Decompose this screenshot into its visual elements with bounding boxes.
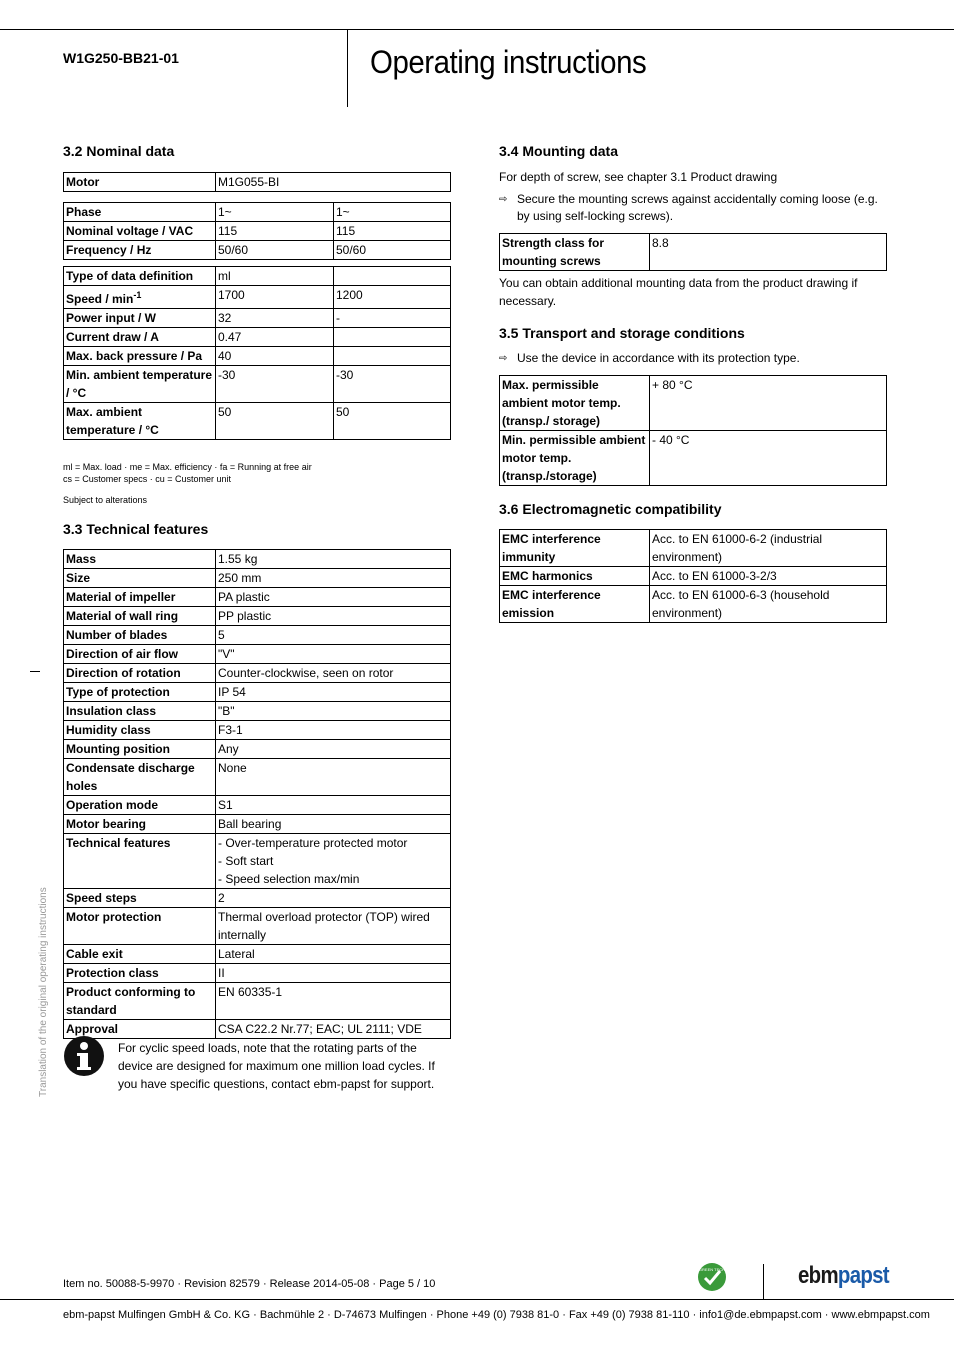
table-value: 115 [216, 222, 334, 241]
table-row [64, 588, 451, 607]
section-technical-title: 3.3 Technical features [63, 521, 209, 537]
table-value: 5 [216, 626, 451, 645]
table-row [64, 683, 451, 702]
margin-mark [30, 671, 40, 672]
table-key: Type of data definition [64, 267, 216, 286]
table-key: Type of protection [64, 683, 216, 702]
table-value: ml [216, 267, 334, 286]
table-row [64, 945, 451, 964]
table-row [64, 626, 451, 645]
table-key: Motor [64, 173, 216, 192]
table-row [64, 964, 451, 983]
table-value: S1 [216, 796, 451, 815]
nominal-table-2 [63, 266, 451, 440]
logo-part-ebm: ebm [798, 1262, 838, 1289]
table-value: 250 mm [216, 569, 451, 588]
legend-line-1: ml = Max. load · me = Max. efficiency · fa = Running at free air [63, 462, 312, 472]
table-value [334, 328, 451, 347]
mounting-note: You can obtain additional mounting data from the product drawing if necessary. [499, 276, 858, 308]
section-emc-title: 3.6 Electromagnetic compatibility [499, 501, 722, 517]
table-value: - 40 °C [650, 431, 887, 486]
table-value: 2 [216, 889, 451, 908]
transport-table [499, 375, 887, 486]
table-key: Material of impeller [64, 588, 216, 607]
table-value: Ball bearing [216, 815, 451, 834]
table-value [334, 347, 451, 366]
table-value: - [334, 309, 451, 328]
footer-rule [0, 1299, 954, 1300]
table-row [64, 203, 451, 222]
legend-line-2: cs = Customer specs · cu = Customer unit [63, 474, 232, 484]
table-key: Direction of air flow [64, 645, 216, 664]
table-row [500, 431, 887, 486]
table-value: 50 [334, 403, 451, 440]
table-row [500, 234, 887, 271]
table-row [64, 366, 451, 403]
mounting-intro: For depth of screw, see chapter 3.1 Product drawing [499, 170, 778, 184]
table-value: 1~ [334, 203, 451, 222]
table-row [64, 222, 451, 241]
technical-table [63, 549, 451, 1039]
table-value: 115 [334, 222, 451, 241]
table-row [64, 983, 451, 1020]
table-value: CSA C22.2 Nr.77; EAC; UL 2111; VDE [216, 1020, 451, 1039]
table-key: Frequency / Hz [64, 241, 216, 260]
table-row [64, 241, 451, 260]
arrow-icon: ⇨ [499, 353, 508, 364]
table-row [64, 569, 451, 588]
table-row [64, 834, 451, 889]
table-value: M1G055-BI [216, 173, 451, 192]
bullet-text: Use the device in accordance with its protection type. [517, 351, 800, 365]
table-value: Acc. to EN 61000-3-2/3 [650, 567, 887, 586]
greentech-logo [697, 1262, 727, 1292]
table-row [64, 721, 451, 740]
table-key: EMC interference emission [500, 586, 650, 623]
table-value: Any [216, 740, 451, 759]
section-transport-title: 3.5 Transport and storage conditions [499, 325, 745, 341]
table-key: EMC harmonics [500, 567, 650, 586]
table-row [64, 267, 451, 286]
table-key: EMC interference immunity [500, 530, 650, 567]
table-key: Mass [64, 550, 216, 569]
table-key: Phase [64, 203, 216, 222]
table-value: Thermal overload protector (TOP) wired internally [216, 908, 451, 945]
subject-note: Subject to alterations [63, 495, 148, 505]
table-value: PA plastic [216, 588, 451, 607]
table-value: 50/60 [334, 241, 451, 260]
table-value: 32 [216, 309, 334, 328]
table-value: PP plastic [216, 607, 451, 626]
table-key: Product conforming to standard [64, 983, 216, 1020]
table-row [500, 567, 887, 586]
table-row [64, 550, 451, 569]
table-value: 8.8 [650, 234, 887, 271]
emc-table [499, 529, 887, 623]
section-mounting-title: 3.4 Mounting data [499, 143, 618, 159]
table-key: Number of blades [64, 626, 216, 645]
table-value: Counter-clockwise, seen on rotor [216, 664, 451, 683]
table-row [64, 759, 451, 796]
speed-unit-exponent: -1 [133, 290, 142, 300]
table-value: Lateral [216, 945, 451, 964]
table-value: -30 [216, 366, 334, 403]
table-row [64, 889, 451, 908]
table-value: F3-1 [216, 721, 451, 740]
table-key: Mounting position [64, 740, 216, 759]
table-key: Condensate discharge holes [64, 759, 216, 796]
table-key: Humidity class [64, 721, 216, 740]
table-key: Max. ambient temperature / °C [64, 403, 216, 440]
table-row [500, 376, 887, 431]
bullet-text: Secure the mounting screws against accidentally coming loose (e.g. by using self-locking screws). [517, 192, 878, 223]
table-row [64, 702, 451, 721]
table-row [500, 530, 887, 567]
motor-table [63, 172, 451, 192]
table-row [64, 309, 451, 328]
table-value: - Over-temperature protected motor - Soft start - Speed selection max/min [216, 834, 451, 889]
table-key: Size [64, 569, 216, 588]
arrow-icon: ⇨ [499, 194, 508, 205]
table-key: Current draw / A [64, 328, 216, 347]
table-key: Min. ambient temperature / °C [64, 366, 216, 403]
table-value: Acc. to EN 61000-6-3 (household environment) [650, 586, 887, 623]
document-title: Operating instructions [370, 44, 647, 80]
table-value: 1.55 kg [216, 550, 451, 569]
table-value: -30 [334, 366, 451, 403]
table-key: Protection class [64, 964, 216, 983]
table-value: 40 [216, 347, 334, 366]
table-row [64, 403, 451, 440]
table-row [64, 347, 451, 366]
table-row [500, 586, 887, 623]
table-key: Nominal voltage / VAC [64, 222, 216, 241]
table-row [64, 173, 451, 192]
table-key: Cable exit [64, 945, 216, 964]
table-value: "B" [216, 702, 451, 721]
table-row [64, 815, 451, 834]
table-key: Speed / $\min^{-1}$ [64, 286, 216, 309]
table-key: Material of wall ring [64, 607, 216, 626]
table-row [64, 645, 451, 664]
table-value: IP 54 [216, 683, 451, 702]
table-key: Speed steps [64, 889, 216, 908]
table-value: "V" [216, 645, 451, 664]
table-key: Approval [64, 1020, 216, 1039]
table-value: 0.47 [216, 328, 334, 347]
table-row [64, 664, 451, 683]
table-value: EN 60335-1 [216, 983, 451, 1020]
greentech-label: GREEN TECH [698, 1267, 726, 1272]
info-icon [63, 1035, 105, 1077]
table-key: Min. permissible ambient motor temp. (transp./storage) [500, 431, 650, 486]
table-key: Max. permissible ambient motor temp. (transp./ storage) [500, 376, 650, 431]
table-row [64, 740, 451, 759]
translation-note: Translation of the original operating instructions [38, 887, 49, 1097]
table-key: Strength class for mounting screws [500, 234, 650, 271]
table-value: 1200 [334, 286, 451, 309]
nominal-table-1 [63, 202, 451, 260]
table-value: None [216, 759, 451, 796]
table-value: 50 [216, 403, 334, 440]
table-row [64, 1020, 451, 1039]
section-nominal-title: 3.2 Nominal data [63, 143, 175, 159]
table-key: Operation mode [64, 796, 216, 815]
table-value: 1~ [216, 203, 334, 222]
logo-part-papst: papst [837, 1262, 889, 1289]
table-key: Power input / W [64, 309, 216, 328]
table-row [64, 286, 451, 309]
table-row [64, 607, 451, 626]
table-value [334, 267, 451, 286]
ebmpapst-logo [798, 1262, 889, 1290]
table-key: Technical features [64, 834, 216, 889]
table-key: Motor protection [64, 908, 216, 945]
table-value: Acc. to EN 61000-6-2 (industrial environment) [650, 530, 887, 567]
logo-divider [763, 1264, 764, 1300]
footer-company: ebm-papst Mulfingen GmbH & Co. KG · Bachmühle 2 · D-74673 Mulfingen · Phone +49 (0) 7938 81-0 · Fax +49 (0) 7938 81-110 · info1@de.ebmpapst.com · www.ebmpapst.com [63, 1309, 930, 1321]
model-number: W1G250-BB21-01 [63, 50, 179, 66]
table-row [64, 908, 451, 945]
table-value: 1700 [216, 286, 334, 309]
table-value: + 80 °C [650, 376, 887, 431]
table-row [64, 328, 451, 347]
info-note: For cyclic speed loads, note that the rotating parts of the device are designed for maximum one million load cycles. If you have specific questions, contact ebm-papst for support. [118, 1041, 435, 1091]
table-key: Direction of rotation [64, 664, 216, 683]
table-key: Max. back pressure / Pa [64, 347, 216, 366]
mounting-bullet [499, 191, 887, 227]
table-key: Insulation class [64, 702, 216, 721]
table-value: 50/60 [216, 241, 334, 260]
footer-item-info: Item no. 50088-5-9970 · Revision 82579 · Release 2014-05-08 · Page 5 / 10 [63, 1278, 436, 1290]
transport-bullet [499, 350, 887, 368]
header-rule [0, 29, 954, 30]
table-value: II [216, 964, 451, 983]
mounting-table [499, 233, 887, 271]
table-key: Motor bearing [64, 815, 216, 834]
header-divider [347, 29, 348, 107]
table-row [64, 796, 451, 815]
